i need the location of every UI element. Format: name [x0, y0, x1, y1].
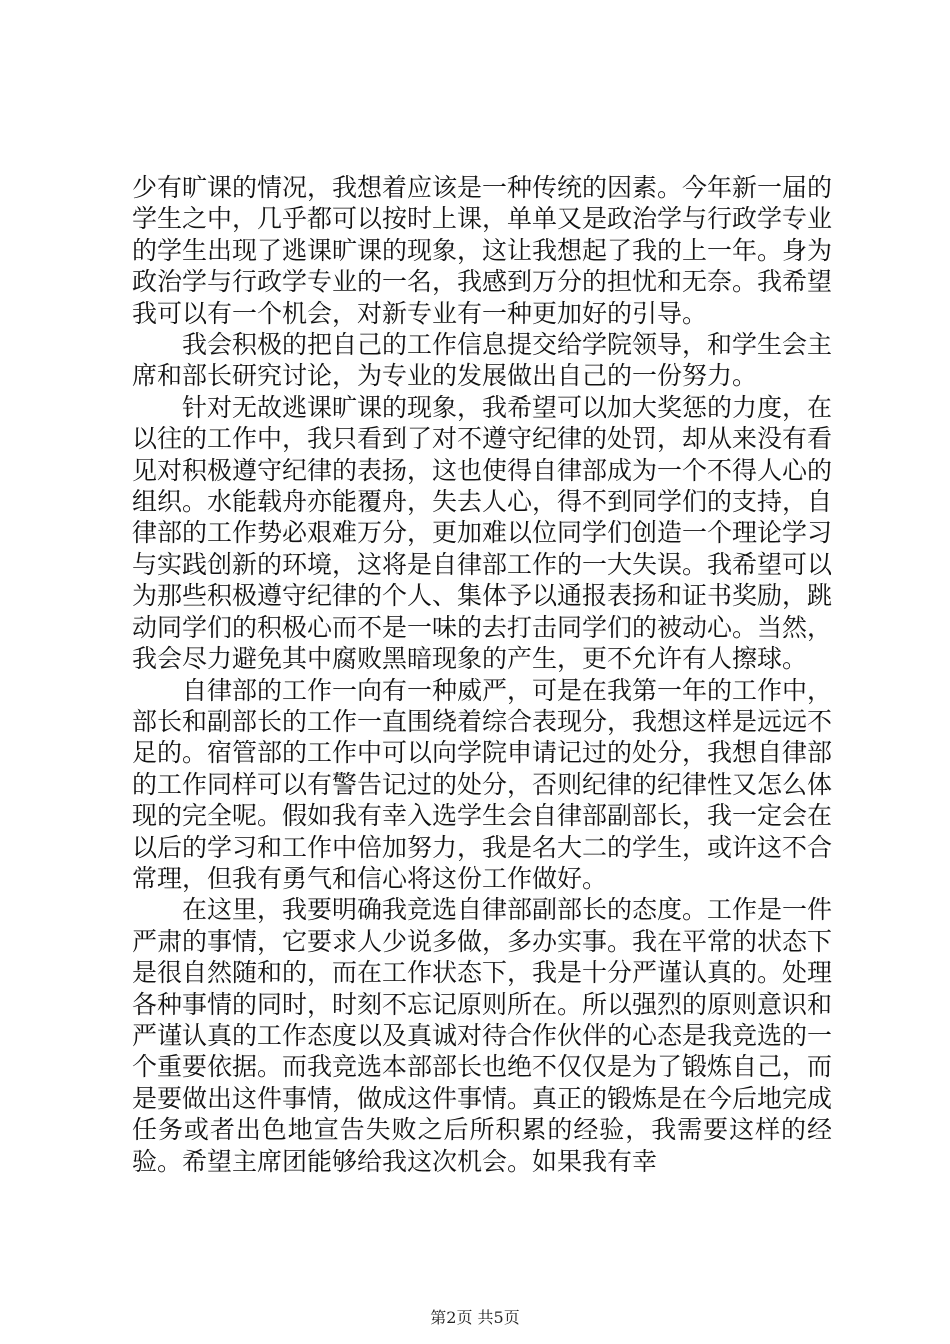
paragraph-3: 针对无故逃课旷课的现象，我希望可以加大奖惩的力度，在以往的工作中，我只看到了对不遵守纪律的处罚，却从来没有看见对积极遵守纪律的表扬，这也使得自律部成为一个不得人心的组织。水能载舟亦能覆舟，失去人心，得不到同学们的支持，自律部的工作势必艰难万分，更加难以位同学们创造一个理论学习与实践创新的环境，这将是自律部工作的一大失误。我希望可以为那些积极遵守纪律的个人、集体予以通报表扬和证书奖励，跳动同学们的积极心而不是一味的去打击同学们的被动心。当然，我会尽力避免其中腐败黑暗现象的产生，更不允许有人擦球。 [132, 392, 833, 674]
paragraph-2: 我会积极的把自己的工作信息提交给学院领导，和学生会主席和部长研究讨论，为专业的发展做出自己的一份努力。 [132, 330, 833, 391]
page-footer: 第2页 共5页 [430, 1308, 520, 1327]
paragraph-5: 在这里，我要明确我竞选自律部副部长的态度。工作是一件严肃的事情，它要求人少说多做，多办实事。我在平常的状态下是很自然随和的，而在工作状态下，我是十分严谨认真的。处理各种事情的同时，时刻不忘记原则所在。所以强烈的原则意识和严谨认真的工作态度以及真诚对待合作伙伴的心态是我竞选的一个重要依据。而我竞选本部部长也绝不仅仅是为了锻炼自己，而是要做出这件事情，做成这件事情。真正的锻炼是在今后地完成任务或者出色地宣告失败之后所积累的经验，我需要这样的经验。希望主席团能够给我这次机会。如果我有幸 [132, 895, 833, 1176]
paragraph-1: 少有旷课的情况，我想着应该是一种传统的因素。今年新一届的学生之中，几乎都可以按时上课，单单又是政治学与行政学专业的学生出现了逃课旷课的现象，这让我想起了我的上一年。身为政治学与行政学专业的一名，我感到万分的担忧和无奈。我希望我可以有一个机会，对新专业有一种更加好的引导。 [132, 173, 833, 328]
document-body [132, 172, 832, 1177]
paragraph-4: 自律部的工作一向有一种威严，可是在我第一年的工作中，部长和副部长的工作一直围绕着综合表现分，我想这样是远远不足的。宿管部的工作中可以向学院申请记过的处分，我想自律部的工作同样可以有警告记过的处分，否则纪律的纪律性又怎么体现的完全呢。假如我有幸入选学生会自律部副部长，我一定会在以后的学习和工作中倍加努力，我是名大二的学生，或许这不合常理，但我有勇气和信心将这份工作做好。 [132, 675, 833, 893]
